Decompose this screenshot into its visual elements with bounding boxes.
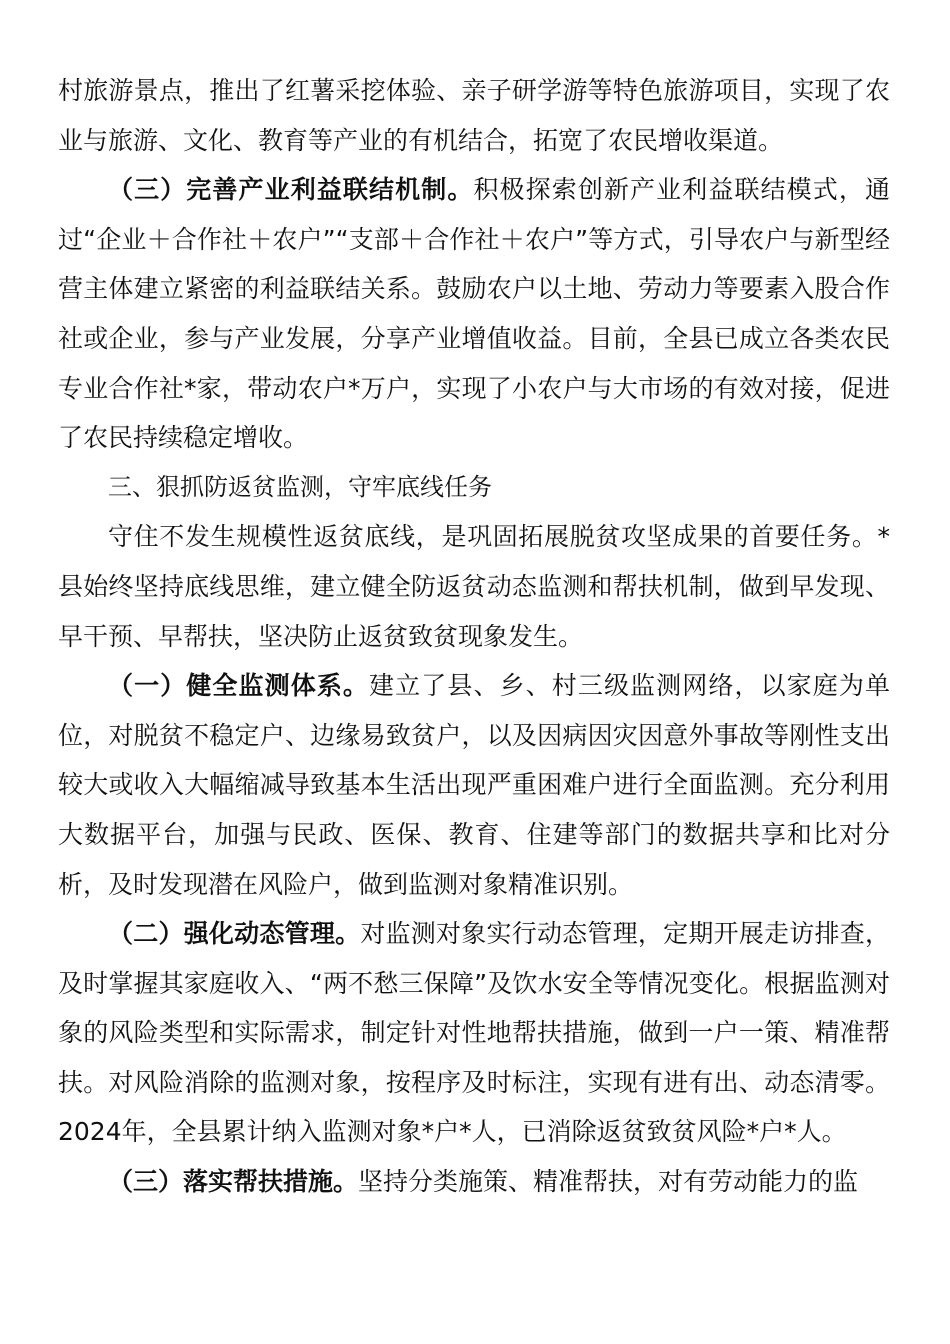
paragraph-interest-linkage [58,165,890,463]
subheading-assistance-measures: （三）落实帮扶措施。 [108,1167,359,1197]
section-heading-poverty-monitoring [58,463,890,513]
paragraph-monitoring-system [58,661,890,909]
subheading-dynamic-management: （二）强化动态管理。 [108,919,361,949]
paragraph-dynamic-management [58,909,890,1157]
paragraph-bottom-line [58,512,890,661]
paragraph-text: 守住不发生规模性返贫底线，是巩固拓展脱贫攻坚成果的首要任务。*县始终坚持底线思维，建立健全防返贫动态监测和帮扶机制，做到早发现、早干预、早帮扶，坚决防止返贫致贫现象发生。 [58,522,890,651]
subheading-interest-linkage: （三）完善产业利益联结机制。 [108,175,474,205]
paragraph-text: 建立了县、乡、村三级监测网络，以家庭为单位，对脱贫不稳定户、边缘易致贫户，以及因病因灾因意外事故等刚性支出较大或收入大幅缩减导致基本生活出现严重困难户进行全面监测。充分利用大数据平台，加强与民政、医保、教育、住建等部门的数据共享和比对分析，及时发现潜在风险户，做到监测对象精准识别。 [58,671,890,899]
paragraph-text: 积极探索创新产业利益联结模式，通过“企业＋合作社＋农户”“支部＋合作社＋农户”等方式，引导农户与新型经营主体建立紧密的利益联结关系。鼓励农户以土地、劳动力等要素入股合作社或企业，参与产业发展，分享产业增值收益。目前，全县已成立各类农民专业合作社*家，带动农户*万户，实现了小农户与大市场的有效对接，促进了农民持续稳定增收。 [58,175,890,453]
paragraph-text: 村旅游景点，推出了红薯采挖体验、亲子研学游等特色旅游项目，实现了农业与旅游、文化、教育等产业的有机结合，拓宽了农民增收渠道。 [58,76,890,155]
section-heading-text: 三、狠抓防返贫监测，守牢底线任务 [108,472,492,501]
document-page [58,66,890,1207]
paragraph-rural-tourism-continued [58,66,890,165]
subheading-monitoring-system: （一）健全监测体系。 [108,671,370,701]
paragraph-text: 对监测对象实行动态管理，定期开展走访排查，及时掌握其家庭收入、“两不愁三保障”及饮水安全等情况变化。根据监测对象的风险类型和实际需求，制定针对性地帮扶措施，做到一户一策、精准帮扶。对风险消除的监测对象，按程序及时标注，实现有进有出、动态清零。2024年，全县累计纳入监测对象*户*人，已消除返贫致贫风险*户*人。 [58,919,890,1147]
paragraph-assistance-measures [58,1157,890,1207]
paragraph-text: 坚持分类施策、精准帮扶，对有劳动能力的监 [358,1167,859,1197]
